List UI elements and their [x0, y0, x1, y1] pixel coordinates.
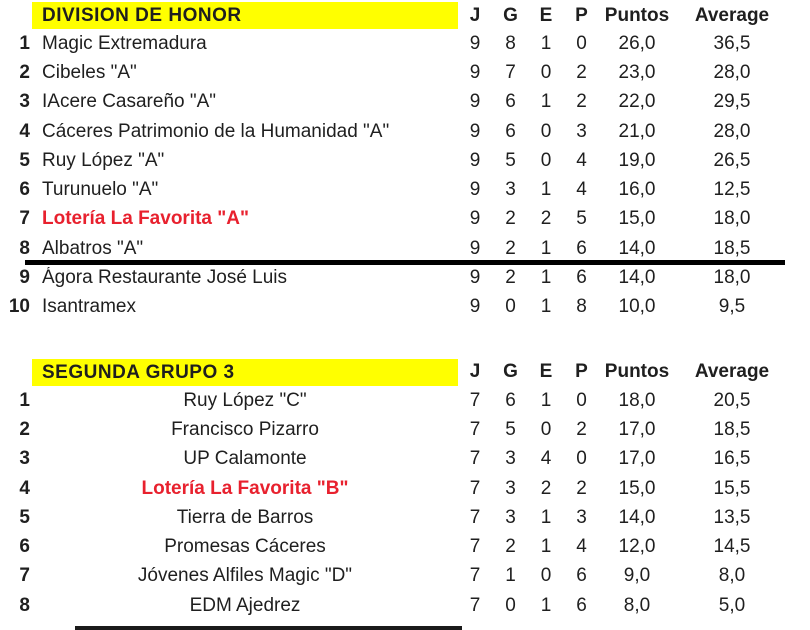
cell-average: 13,5	[713, 506, 751, 528]
table-row	[0, 88, 810, 117]
cell-g: 6	[505, 91, 516, 113]
cell-average: 8,0	[718, 565, 746, 587]
cell-g: 3	[505, 179, 516, 201]
cell-j: 7	[469, 536, 481, 558]
cell-j: 7	[469, 594, 481, 616]
row-number: 5	[19, 506, 30, 528]
cell-g: 2	[505, 237, 516, 259]
team-name: Ágora Restaurante José Luis	[42, 267, 288, 289]
cell-puntos: 17,0	[618, 418, 656, 440]
cell-j: 7	[469, 389, 481, 411]
cell-e: 1	[540, 296, 552, 318]
column-header-p: P	[575, 4, 588, 26]
cell-e: 1	[540, 32, 552, 54]
team-name-highlighted: Lotería La Favorita "A"	[42, 208, 250, 230]
cell-e: 0	[540, 61, 552, 83]
row-number: 7	[19, 565, 30, 587]
team-name: Magic Extremadura	[42, 32, 207, 54]
row-number: 9	[19, 267, 30, 289]
cell-e: 0	[540, 120, 552, 142]
table-row	[0, 503, 810, 532]
cell-p: 6	[576, 237, 587, 259]
cell-p: 2	[576, 477, 587, 499]
cell-average: 36,5	[713, 32, 751, 54]
cell-g: 5	[505, 418, 516, 440]
cell-p: 0	[576, 32, 587, 54]
cell-average: 18,5	[713, 237, 751, 259]
cell-j: 7	[469, 477, 481, 499]
cell-e: 1	[540, 91, 552, 113]
cell-j: 7	[469, 418, 481, 440]
cell-average: 18,5	[713, 418, 751, 440]
cell-average: 18,0	[713, 267, 751, 289]
cell-p: 2	[576, 61, 587, 83]
team-name: IAcere Casareño "A"	[42, 91, 217, 113]
cell-j: 9	[469, 237, 481, 259]
table-row	[0, 29, 810, 58]
cell-p: 4	[576, 536, 587, 558]
cell-average: 29,5	[713, 91, 751, 113]
team-name: UP Calamonte	[183, 448, 307, 470]
row-number: 10	[8, 296, 30, 318]
cell-p: 3	[576, 120, 587, 142]
cell-p: 6	[576, 267, 587, 289]
column-header-puntos: Puntos	[604, 361, 670, 383]
cell-puntos: 17,0	[618, 448, 656, 470]
team-name: Albatros "A"	[42, 237, 144, 259]
cell-average: 28,0	[713, 120, 751, 142]
cell-puntos: 19,0	[618, 149, 656, 171]
cell-puntos: 15,0	[618, 208, 656, 230]
team-name: Jóvenes Alfiles Magic "D"	[137, 565, 353, 587]
cell-e: 2	[540, 208, 552, 230]
cell-average: 15,5	[713, 477, 751, 499]
row-number: 1	[19, 389, 30, 411]
team-name: Francisco Pizarro	[171, 418, 319, 440]
row-number: 4	[19, 477, 30, 499]
cell-puntos: 15,0	[618, 477, 656, 499]
table-row	[0, 591, 810, 620]
cell-average: 12,5	[713, 179, 751, 201]
cell-e: 4	[540, 448, 552, 470]
cell-average: 16,5	[713, 448, 751, 470]
cell-puntos: 22,0	[618, 91, 656, 113]
row-number: 1	[19, 32, 30, 54]
cell-g: 1	[505, 565, 516, 587]
cell-p: 8	[576, 296, 587, 318]
table-division-de-honor	[0, 2, 810, 322]
cell-e: 0	[540, 149, 552, 171]
table-row	[0, 146, 810, 175]
team-name: Cáceres Patrimonio de la Humanidad "A"	[42, 120, 390, 142]
table-row	[0, 474, 810, 503]
table-rows	[0, 386, 810, 620]
table-row	[0, 205, 810, 234]
cell-j: 7	[469, 565, 481, 587]
cell-e: 1	[540, 506, 552, 528]
row-number: 7	[19, 208, 30, 230]
cell-e: 1	[540, 536, 552, 558]
cell-j: 9	[469, 120, 481, 142]
row-number: 2	[19, 418, 30, 440]
table-row	[0, 445, 810, 474]
row-number: 3	[19, 448, 30, 470]
cell-puntos: 14,0	[618, 267, 656, 289]
cell-j: 9	[469, 208, 481, 230]
cell-e: 1	[540, 237, 552, 259]
cell-puntos: 23,0	[618, 61, 656, 83]
team-name: Ruy López "C"	[183, 389, 307, 411]
cell-g: 0	[505, 594, 516, 616]
cell-p: 3	[576, 506, 587, 528]
cell-puntos: 16,0	[618, 179, 656, 201]
cell-j: 7	[469, 506, 481, 528]
cell-g: 0	[505, 296, 516, 318]
column-header-p: P	[575, 361, 588, 383]
team-name: Ruy López "A"	[42, 149, 165, 171]
cell-g: 2	[505, 536, 516, 558]
column-header-g: G	[503, 361, 518, 383]
table-row	[0, 234, 810, 263]
table-row	[0, 293, 810, 322]
cell-puntos: 26,0	[618, 32, 656, 54]
cell-puntos: 18,0	[618, 389, 656, 411]
column-header-g: G	[503, 4, 518, 26]
cell-g: 7	[505, 61, 516, 83]
cell-e: 0	[540, 565, 552, 587]
column-header-j: J	[469, 4, 481, 26]
cell-puntos: 14,0	[618, 506, 656, 528]
cell-average: 18,0	[713, 208, 751, 230]
team-name: Isantramex	[42, 296, 136, 318]
column-header-e: E	[539, 4, 553, 26]
row-number: 2	[19, 61, 30, 83]
table-row	[0, 117, 810, 146]
column-header-e: E	[539, 361, 553, 383]
column-header-average: Average	[694, 361, 770, 383]
cell-p: 2	[576, 418, 587, 440]
table-header-row	[0, 2, 810, 29]
row-number: 6	[19, 179, 30, 201]
cell-g: 8	[505, 32, 516, 54]
cell-g: 3	[505, 506, 516, 528]
cell-j: 9	[469, 179, 481, 201]
cell-j: 9	[469, 91, 481, 113]
cell-e: 1	[540, 389, 552, 411]
cell-g: 5	[505, 149, 516, 171]
cell-e: 2	[540, 477, 552, 499]
cell-g: 6	[505, 120, 516, 142]
table-title: DIVISION DE HONOR	[32, 2, 458, 29]
cell-g: 2	[505, 208, 516, 230]
cell-j: 9	[469, 149, 481, 171]
cell-puntos: 9,0	[623, 565, 651, 587]
cell-j: 9	[469, 32, 481, 54]
cell-p: 0	[576, 389, 587, 411]
table-row	[0, 263, 810, 292]
team-name: Cibeles "A"	[42, 61, 137, 83]
cell-g: 3	[505, 477, 516, 499]
cell-g: 6	[505, 389, 516, 411]
cell-puntos: 14,0	[618, 237, 656, 259]
team-name: Tierra de Barros	[176, 506, 314, 528]
cell-puntos: 8,0	[623, 594, 651, 616]
cell-average: 20,5	[713, 389, 751, 411]
table-row	[0, 58, 810, 87]
cell-puntos: 12,0	[618, 536, 656, 558]
row-number: 3	[19, 91, 30, 113]
table-row	[0, 175, 810, 204]
team-name: EDM Ajedrez	[189, 594, 301, 616]
next-section-cutoff-line	[75, 626, 462, 630]
cell-p: 6	[576, 565, 587, 587]
column-header-puntos: Puntos	[604, 4, 670, 26]
cell-average: 5,0	[718, 594, 746, 616]
table-row	[0, 415, 810, 444]
column-header-average: Average	[694, 4, 770, 26]
row-number: 8	[19, 237, 30, 259]
cell-g: 3	[505, 448, 516, 470]
row-number: 6	[19, 536, 30, 558]
team-name-highlighted: Lotería La Favorita "B"	[141, 477, 349, 499]
cell-e: 1	[540, 267, 552, 289]
table-row	[0, 386, 810, 415]
cell-average: 26,5	[713, 149, 751, 171]
cell-g: 2	[505, 267, 516, 289]
cell-p: 5	[576, 208, 587, 230]
cell-e: 0	[540, 418, 552, 440]
column-header-j: J	[469, 361, 481, 383]
table-segunda-grupo-3	[0, 359, 810, 620]
cell-average: 28,0	[713, 61, 751, 83]
cell-j: 7	[469, 448, 481, 470]
cell-p: 4	[576, 179, 587, 201]
cell-j: 9	[469, 296, 481, 318]
cell-j: 9	[469, 61, 481, 83]
table-header-row	[0, 359, 810, 386]
table-rows	[0, 29, 810, 322]
table-title: SEGUNDA GRUPO 3	[32, 359, 458, 386]
cell-average: 9,5	[718, 296, 746, 318]
row-number: 5	[19, 149, 30, 171]
row-number: 8	[19, 594, 30, 616]
cell-j: 9	[469, 267, 481, 289]
cell-p: 0	[576, 448, 587, 470]
table-row	[0, 562, 810, 591]
cell-p: 6	[576, 594, 587, 616]
cell-e: 1	[540, 179, 552, 201]
cell-average: 14,5	[713, 536, 751, 558]
cell-p: 2	[576, 91, 587, 113]
team-name: Promesas Cáceres	[164, 536, 326, 558]
team-name: Turunuelo "A"	[42, 179, 159, 201]
table-row	[0, 532, 810, 561]
cell-puntos: 21,0	[618, 120, 656, 142]
cell-p: 4	[576, 149, 587, 171]
row-number: 4	[19, 120, 30, 142]
cell-puntos: 10,0	[618, 296, 656, 318]
cell-e: 1	[540, 594, 552, 616]
